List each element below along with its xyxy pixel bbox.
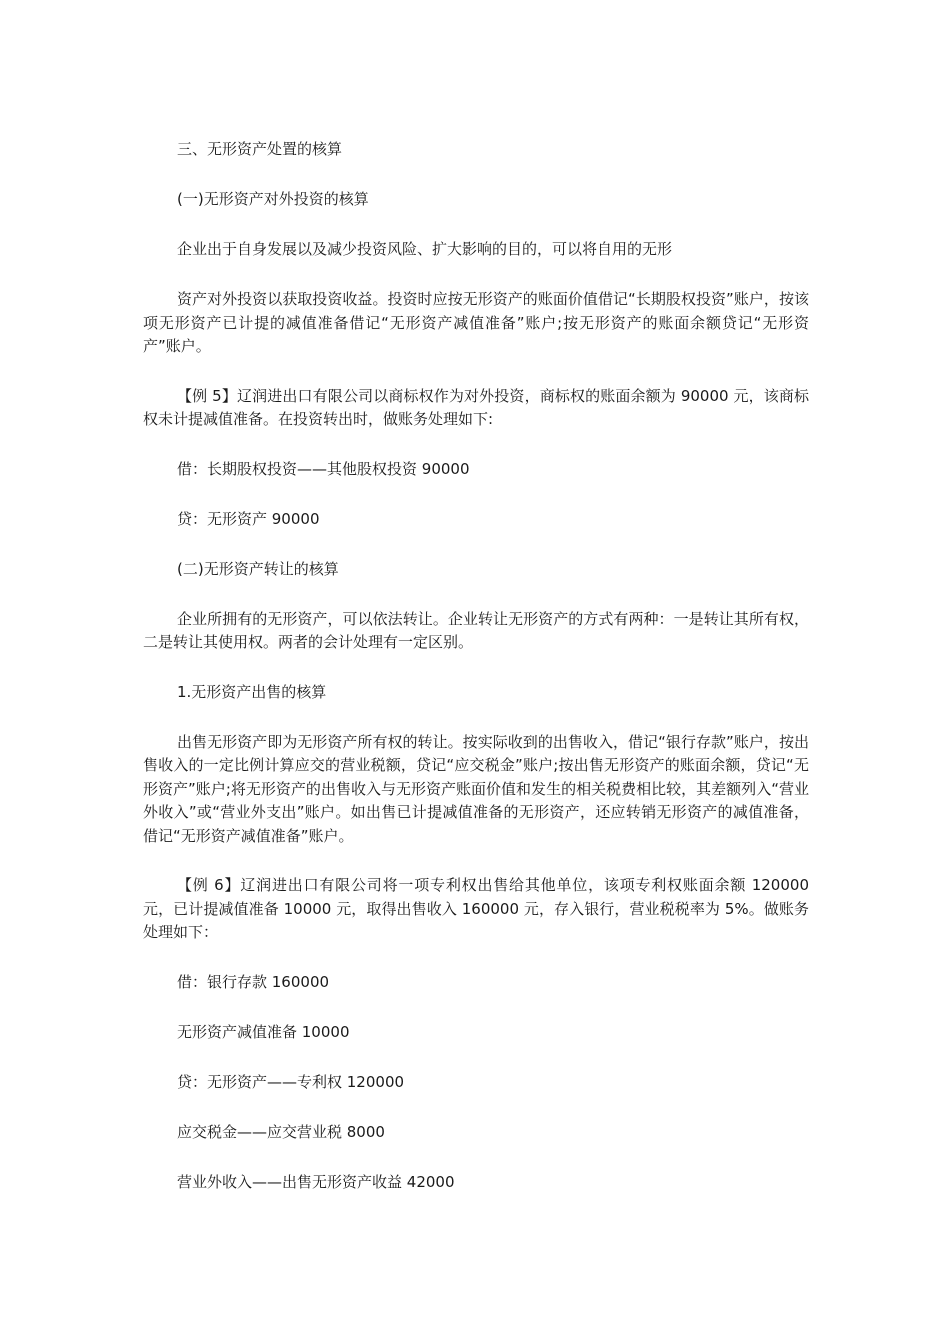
subsection-heading: (二)无形资产转让的核算 xyxy=(177,559,339,578)
journal-entry: 贷：无形资产——专利权 120000 xyxy=(177,1072,405,1091)
journal-entry: 贷：无形资产 90000 xyxy=(177,509,320,528)
journal-entry: 应交税金——应交营业税 8000 xyxy=(177,1122,385,1141)
paragraph: 出售无形资产即为无形资产所有权的转让。按实际收到的出售收入，借记“银行存款”账户，按出售收入的一定比例计算应交的营业税额，贷记“应交税金”账户;按出售无形资产的账面余额，贷记“无形资产”账户;将无形资产的出售收入与无形资产账面价值和发生的相关税费相比较，其差额列入“营业外收入”或“营业外支出”账户。如出售已计提减值准备的无形资产，还应转销无形资产的减值准备，借记“无形资产减值准备”账户。 xyxy=(143,732,809,845)
section-heading: 三、无形资产处置的核算 xyxy=(177,140,343,158)
item-heading: 1.无形资产出售的核算 xyxy=(177,682,327,701)
journal-entry: 借：银行存款 160000 xyxy=(177,972,330,991)
journal-entry: 借：长期股权投资——其他股权投资 90000 xyxy=(177,459,470,478)
journal-entry: 营业外收入——出售无形资产收益 42000 xyxy=(177,1172,455,1191)
subsection-heading: (一)无形资产对外投资的核算 xyxy=(177,190,369,208)
document-body xyxy=(143,138,809,1221)
paragraph: 企业出于自身发展以及减少投资风险、扩大影响的目的，可以将自用的无形 xyxy=(177,240,673,258)
journal-entry: 无形资产减值准备 10000 xyxy=(177,1022,350,1041)
example-paragraph: 【例 6】辽润进出口有限公司将一项专利权出售给其他单位，该项专利权账面余额 120000 元，已计提减值准备 10000 元，取得出售收入 160000 元，存入银行，营业税税率为 5%。做账务处理如下： xyxy=(143,876,809,941)
paragraph: 资产对外投资以获取投资收益。投资时应按无形资产的账面价值借记“长期股权投资”账户，按该项无形资产已计提的减值准备借记“无形资产减值准备”账户;按无形资产的账面余额贷记“无形资产”账户。 xyxy=(143,290,809,355)
example-paragraph: 【例 5】辽润进出口有限公司以商标权作为对外投资，商标权的账面余额为 90000 元，该商标权未计提减值准备。在投资转出时，做账务处理如下: xyxy=(143,386,809,428)
paragraph: 企业所拥有的无形资产，可以依法转让。企业转让无形资产的方式有两种：一是转让其所有权，二是转让其使用权。两者的会计处理有一定区别。 xyxy=(143,609,809,651)
